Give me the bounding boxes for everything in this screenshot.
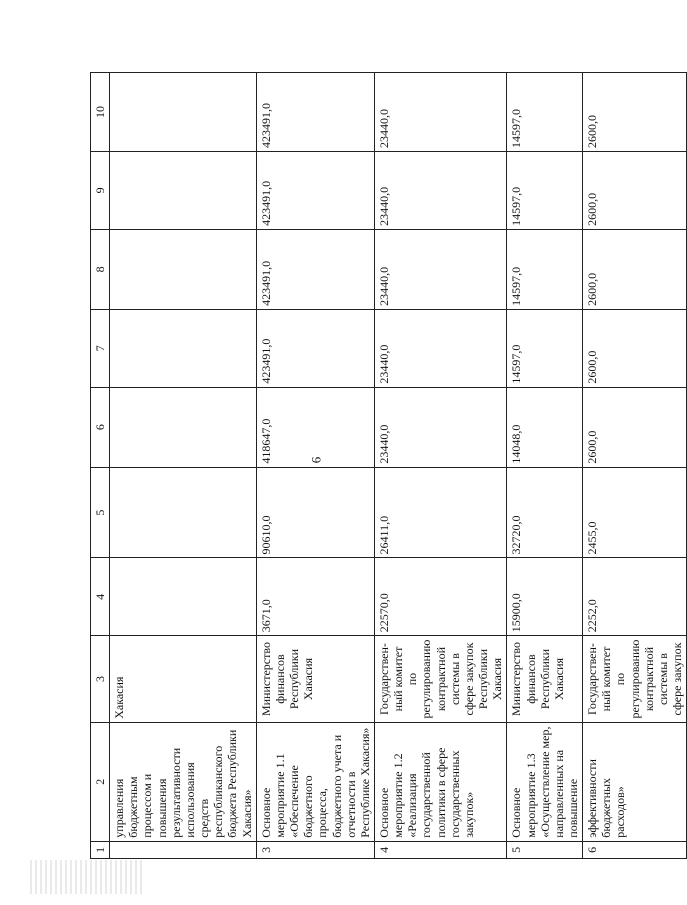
table-row [374, 73, 506, 859]
value-cell: 90610,0 [256, 467, 374, 558]
row-number: 4 [374, 841, 506, 858]
header-cell: 2 [91, 722, 110, 841]
value-cell [110, 558, 257, 636]
header-cell: 9 [91, 152, 110, 230]
value-cell: 22570,0 [374, 558, 506, 636]
value-cell: 2600,0 [583, 152, 687, 230]
value-cell: 2600,0 [583, 73, 687, 152]
value-cell: 23440,0 [374, 387, 506, 467]
value-cell: 423491,0 [256, 73, 374, 152]
header-cell: 10 [91, 73, 110, 152]
value-cell: 3671,0 [256, 558, 374, 636]
value-cell: 423491,0 [256, 309, 374, 387]
header-cell: 5 [91, 467, 110, 558]
activity-name: Основное мероприятие 1.1 «Обеспечение бюджетного процесса, бюджетного учета и отчетности в Республике Хакасия» [256, 722, 374, 841]
row-number: 3 [256, 841, 374, 858]
value-cell: 2600,0 [583, 229, 687, 309]
value-cell: 32720,0 [507, 467, 583, 558]
table-row [583, 73, 687, 859]
value-cell: 423491,0 [256, 152, 374, 230]
value-cell: 14597,0 [507, 309, 583, 387]
value-cell: 2455,0 [583, 467, 687, 558]
responsible-body: Министерство финансов Республики Хакасия [507, 636, 583, 722]
row-number: 6 [583, 841, 687, 858]
value-cell [110, 73, 257, 152]
budget-table [90, 72, 687, 859]
value-cell [110, 467, 257, 558]
value-cell: 2252,0 [583, 558, 687, 636]
activity-name: Основное мероприятие 1.3 «Осуществление мер, направленных на повышение [507, 722, 583, 841]
responsible-body: Министерство финансов Республики Хакасия [256, 636, 374, 722]
header-cell: 4 [91, 558, 110, 636]
header-row [91, 73, 110, 859]
table-container [90, 72, 685, 859]
activity-name: Основное мероприятие 1.2 «Реализация государственной политики в сфере государственных закупок» [374, 722, 506, 841]
value-cell [110, 229, 257, 309]
value-cell: 2600,0 [583, 309, 687, 387]
value-cell: 14048,0 [507, 387, 583, 467]
scan-artifact [30, 860, 142, 894]
value-cell [110, 309, 257, 387]
value-cell [110, 152, 257, 230]
value-cell [110, 387, 257, 467]
row-number: 5 [507, 841, 583, 858]
page-number: 6 [308, 456, 324, 464]
value-cell: 23440,0 [374, 152, 506, 230]
responsible-body: Государствен-ный комитет по регулированию контрактной системы в сфере закупок [583, 636, 687, 722]
header-cell: 7 [91, 309, 110, 387]
table-row [256, 73, 374, 859]
value-cell: 26411,0 [374, 467, 506, 558]
value-cell: 418647,0 [256, 387, 374, 467]
value-cell: 14597,0 [507, 73, 583, 152]
header-cell: 8 [91, 229, 110, 309]
value-cell: 23440,0 [374, 309, 506, 387]
header-cell: 6 [91, 387, 110, 467]
row-number [110, 841, 257, 858]
value-cell: 423491,0 [256, 229, 374, 309]
responsible-body: Государствен-ный комитет по регулированию контрактной системы в сфере закупок Республики Хакасия [374, 636, 506, 722]
value-cell: 15900,0 [507, 558, 583, 636]
value-cell: 14597,0 [507, 152, 583, 230]
activity-name: управления бюджетным процессом и повышения результативности использования средств республиканского бюджета Республики Хакасия» [110, 722, 257, 841]
responsible-body: Хакасия [110, 636, 257, 722]
header-cell: 3 [91, 636, 110, 722]
value-cell: 14597,0 [507, 229, 583, 309]
value-cell: 23440,0 [374, 73, 506, 152]
header-cell: 1 [91, 841, 110, 858]
activity-name: эффективности бюджетных расходов» [583, 722, 687, 841]
value-cell: 2600,0 [583, 387, 687, 467]
table-row [110, 73, 257, 859]
table-row [507, 73, 583, 859]
value-cell: 23440,0 [374, 229, 506, 309]
